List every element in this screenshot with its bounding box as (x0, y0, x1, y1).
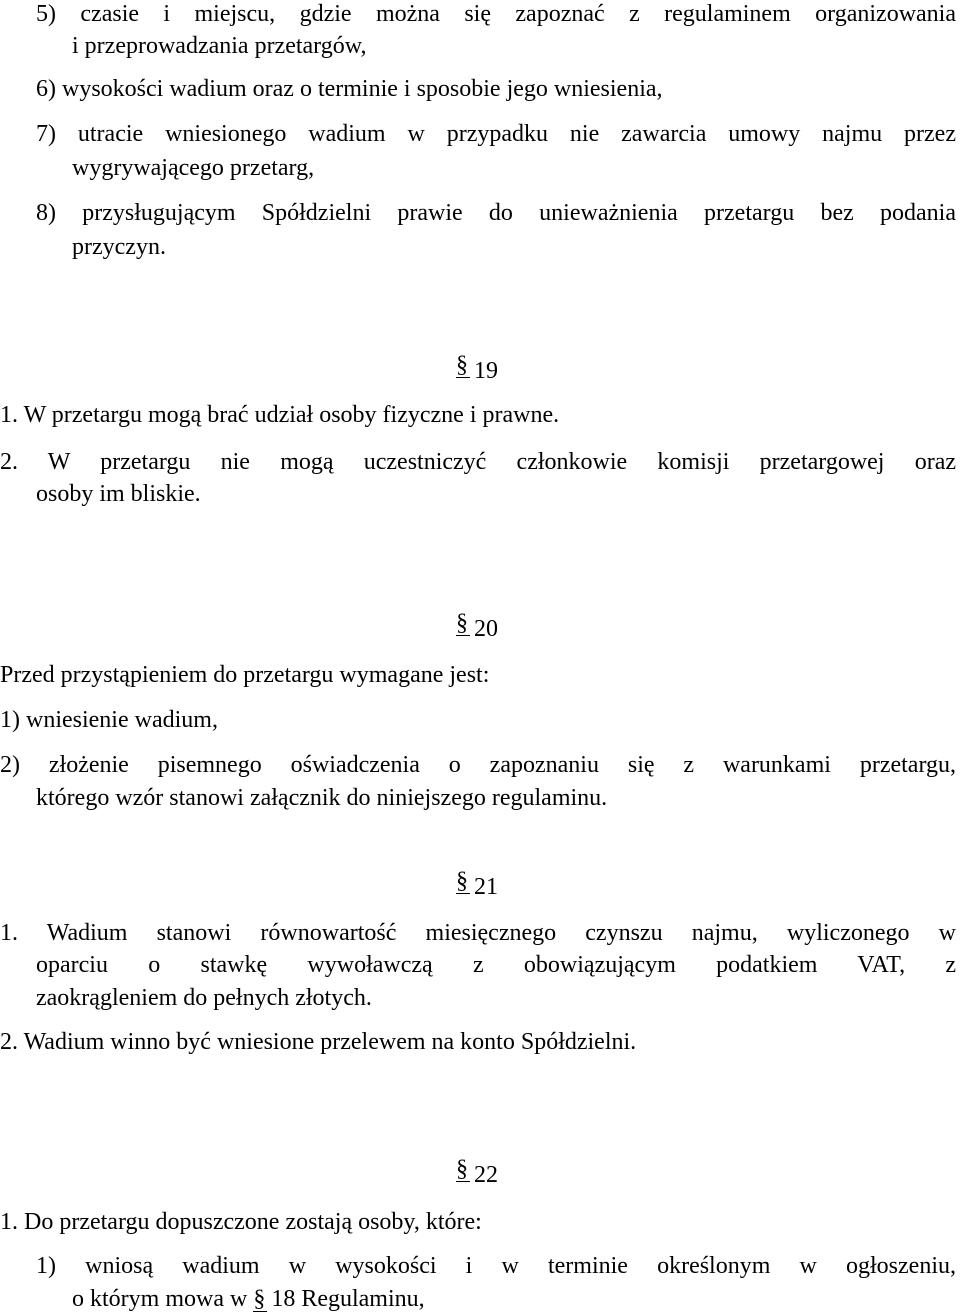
list-item-7-line2: wygrywającego przetarg, (72, 155, 315, 181)
section-21-paragraph-1-line2: oparciu o stawkę wywoławczą z obowiązującym podatkiem VAT, z (36, 952, 956, 978)
section-number: 20 (474, 616, 498, 642)
section-number: 19 (474, 358, 498, 384)
section-22-paragraph-1: 1. Do przetargu dopuszczone zostają osoby, które: (0, 1209, 482, 1235)
section-22-item-1-line2 (72, 1282, 425, 1316)
section-symbol: § (456, 868, 468, 894)
section-21-paragraph-2: 2. Wadium winno być wniesione przelewem na konto Spółdzielni. (0, 1029, 637, 1055)
section-20-item-2-line1: 2) złożenie pisemnego oświadczenia o zapoznaniu się z warunkami przetargu, (0, 752, 956, 778)
section-20-item-2-line2: którego wzór stanowi załącznik do niniejszego regulaminu. (36, 785, 608, 811)
list-item-7-line1: 7) utracie wniesionego wadium w przypadku nie zawarcia umowy najmu przez (36, 121, 956, 147)
section-19-paragraph-1: 1. W przetargu mogą brać udział osoby fizyczne i prawne. (0, 402, 560, 428)
section-21-heading (456, 870, 498, 904)
list-item-5-line2: i przeprowadzania przetargów, (72, 33, 367, 59)
section-symbol: § (456, 352, 468, 378)
list-item-6: 6) wysokości wadium oraz o terminie i sposobie jego wniesienia, (36, 76, 663, 102)
reference-text-end: 18 Regulaminu, (271, 1286, 425, 1312)
section-22-item-1-line1: 1) wniosą wadium w wysokości i w terminie określonym w ogłoszeniu, (36, 1253, 956, 1279)
reference-text: o którym mowa w (72, 1286, 248, 1312)
section-19-paragraph-2-line1: 2. W przetargu nie mogą uczestniczyć członkowie komisji przetargowej oraz (0, 449, 956, 475)
section-number: 22 (474, 1162, 498, 1188)
section-number: 21 (474, 874, 498, 900)
section-21-paragraph-1-line3: zaokrągleniem do pełnych złotych. (36, 985, 372, 1011)
section-symbol: § (456, 1156, 468, 1182)
section-symbol: § (456, 610, 468, 636)
section-19-paragraph-2-line2: osoby im bliskie. (36, 481, 201, 507)
section-20-heading (456, 612, 498, 646)
section-20-intro: Przed przystąpieniem do przetargu wymagane jest: (0, 662, 490, 688)
section-19-heading (456, 354, 498, 388)
list-item-8-line2: przyczyn. (72, 234, 166, 260)
section-22-heading (456, 1158, 498, 1192)
list-item-5-line1: 5) czasie i miejscu, gdzie można się zapoznać z regulaminem organizowania (36, 1, 956, 27)
list-item-8-line1: 8) przysługującym Spółdzielni prawie do unieważnienia przetargu bez podania (36, 200, 956, 226)
section-20-item-1: 1) wniesienie wadium, (0, 707, 218, 733)
section-symbol: § (253, 1286, 266, 1312)
section-21-paragraph-1-line1: 1. Wadium stanowi równowartość miesięcznego czynszu najmu, wyliczonego w (0, 920, 956, 946)
